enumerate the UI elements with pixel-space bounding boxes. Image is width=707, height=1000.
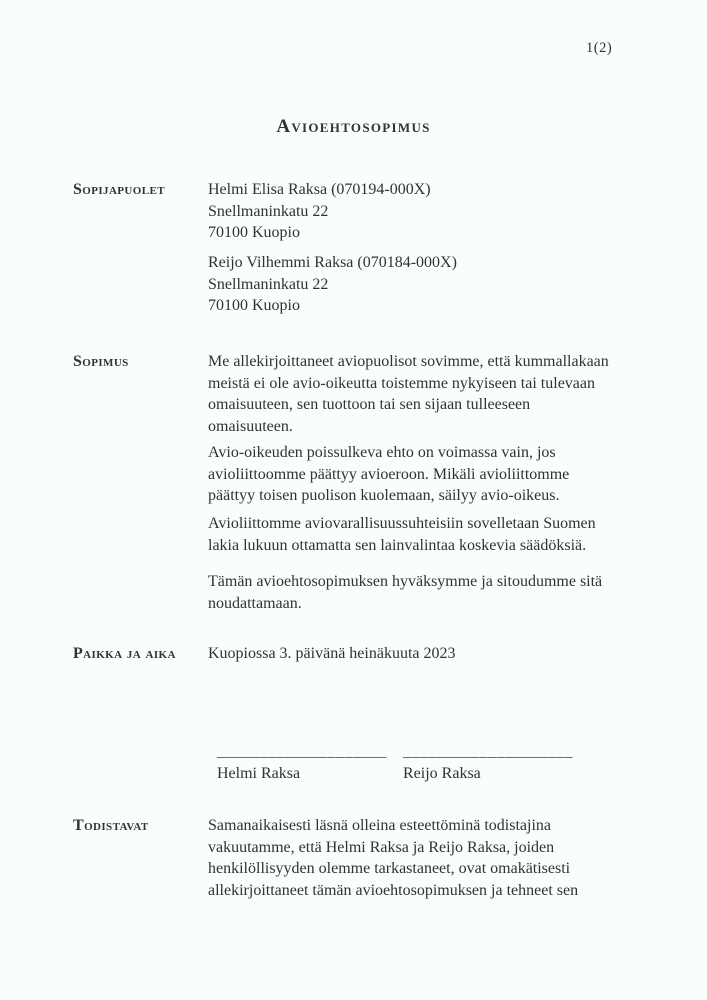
- party1-street: Snellmaninkatu 22: [208, 202, 329, 220]
- witnesses-line2: vakuutamme, että Helmi Raksa ja Reijo Raksa, joiden: [208, 838, 555, 856]
- witnesses-line4: allekirjoittaneet tämän avioehtosopimuksen ja tehneet sen: [208, 881, 579, 899]
- agreement-paragraph-1: [208, 351, 609, 437]
- place-date-section-label: Paikka ja aika: [73, 645, 176, 662]
- agreement-p2-line2: avioliittoomme päättyy avioeroon. Mikäli avioliittomme: [208, 465, 570, 483]
- agreement-paragraph-4: [208, 571, 602, 614]
- agreement-p1-line2: meistä ei ole avio-oikeutta toistemme nykyiseen tai tulevaan: [208, 374, 595, 392]
- signature-line-1: ____________________: [217, 743, 387, 760]
- agreement-paragraph-2: [208, 442, 569, 507]
- witnesses-line1: Samanaikaisesti läsnä olleina esteettöminä todistajina: [208, 817, 552, 834]
- agreement-p1-line3: omaisuuteen, sen tuottoon tai sen sijaan tulleeseen: [208, 396, 531, 414]
- party1-city: 70100 Kuopio: [208, 224, 300, 242]
- agreement-p4-line1: Tämän avioehtosopimuksen hyväksymme ja sitoudumme sitä: [208, 573, 603, 590]
- party2-name: Reijo Vilhemmi Raksa (070184-000X): [208, 254, 457, 271]
- agreement-p3-line2: lakia lukuun ottamatta sen lainvalintaa koskevia säädöksiä.: [208, 536, 587, 554]
- agreement-p4-line2: noudattamaan.: [208, 594, 302, 612]
- document-title: Avioehtosopimus: [276, 116, 431, 137]
- signature-block-2: [403, 741, 573, 784]
- signer1-name: Helmi Raksa: [217, 764, 301, 782]
- party2-city: 70100 Kuopio: [208, 297, 300, 315]
- agreement-p2-line3: päättyy toisen puolison kuolemaan, säilyy avio-oikeus.: [208, 487, 560, 505]
- parties-section-label: Sopijapuolet: [73, 181, 165, 198]
- signature-block-1: [217, 741, 387, 784]
- place-date-text: Kuopiossa 3. päivänä heinäkuuta 2023: [208, 645, 456, 662]
- witnesses-section-label: Todistavat: [73, 817, 149, 834]
- signer2-name: Reijo Raksa: [403, 764, 481, 782]
- agreement-section-label: Sopimus: [73, 353, 129, 370]
- party2-address-block: [208, 252, 457, 317]
- agreement-p2-line1: Avio-oikeuden poissulkeva ehto on voimassa vain, jos: [208, 444, 556, 461]
- party1-name: Helmi Elisa Raksa (070194-000X): [208, 181, 431, 198]
- party1-address-block: [208, 179, 431, 244]
- agreement-paragraph-3: [208, 513, 596, 556]
- agreement-p1-line1: Me allekirjoittaneet aviopuolisot sovimme, että kummallakaan: [208, 353, 609, 370]
- signature-line-2: ____________________: [403, 743, 573, 760]
- witnesses-paragraph: [208, 815, 578, 901]
- place-date-value: [208, 643, 456, 665]
- agreement-p1-line4: omaisuuteen.: [208, 417, 293, 435]
- witnesses-line3: henkilöllisyyden olemme tarkastaneet, ovat omakätisesti: [208, 860, 571, 878]
- page-number: 1(2): [586, 40, 613, 56]
- party2-street: Snellmaninkatu 22: [208, 275, 329, 293]
- agreement-p3-line1: Avioliittomme aviovarallisuussuhteisiin sovelletaan Suomen: [208, 515, 596, 532]
